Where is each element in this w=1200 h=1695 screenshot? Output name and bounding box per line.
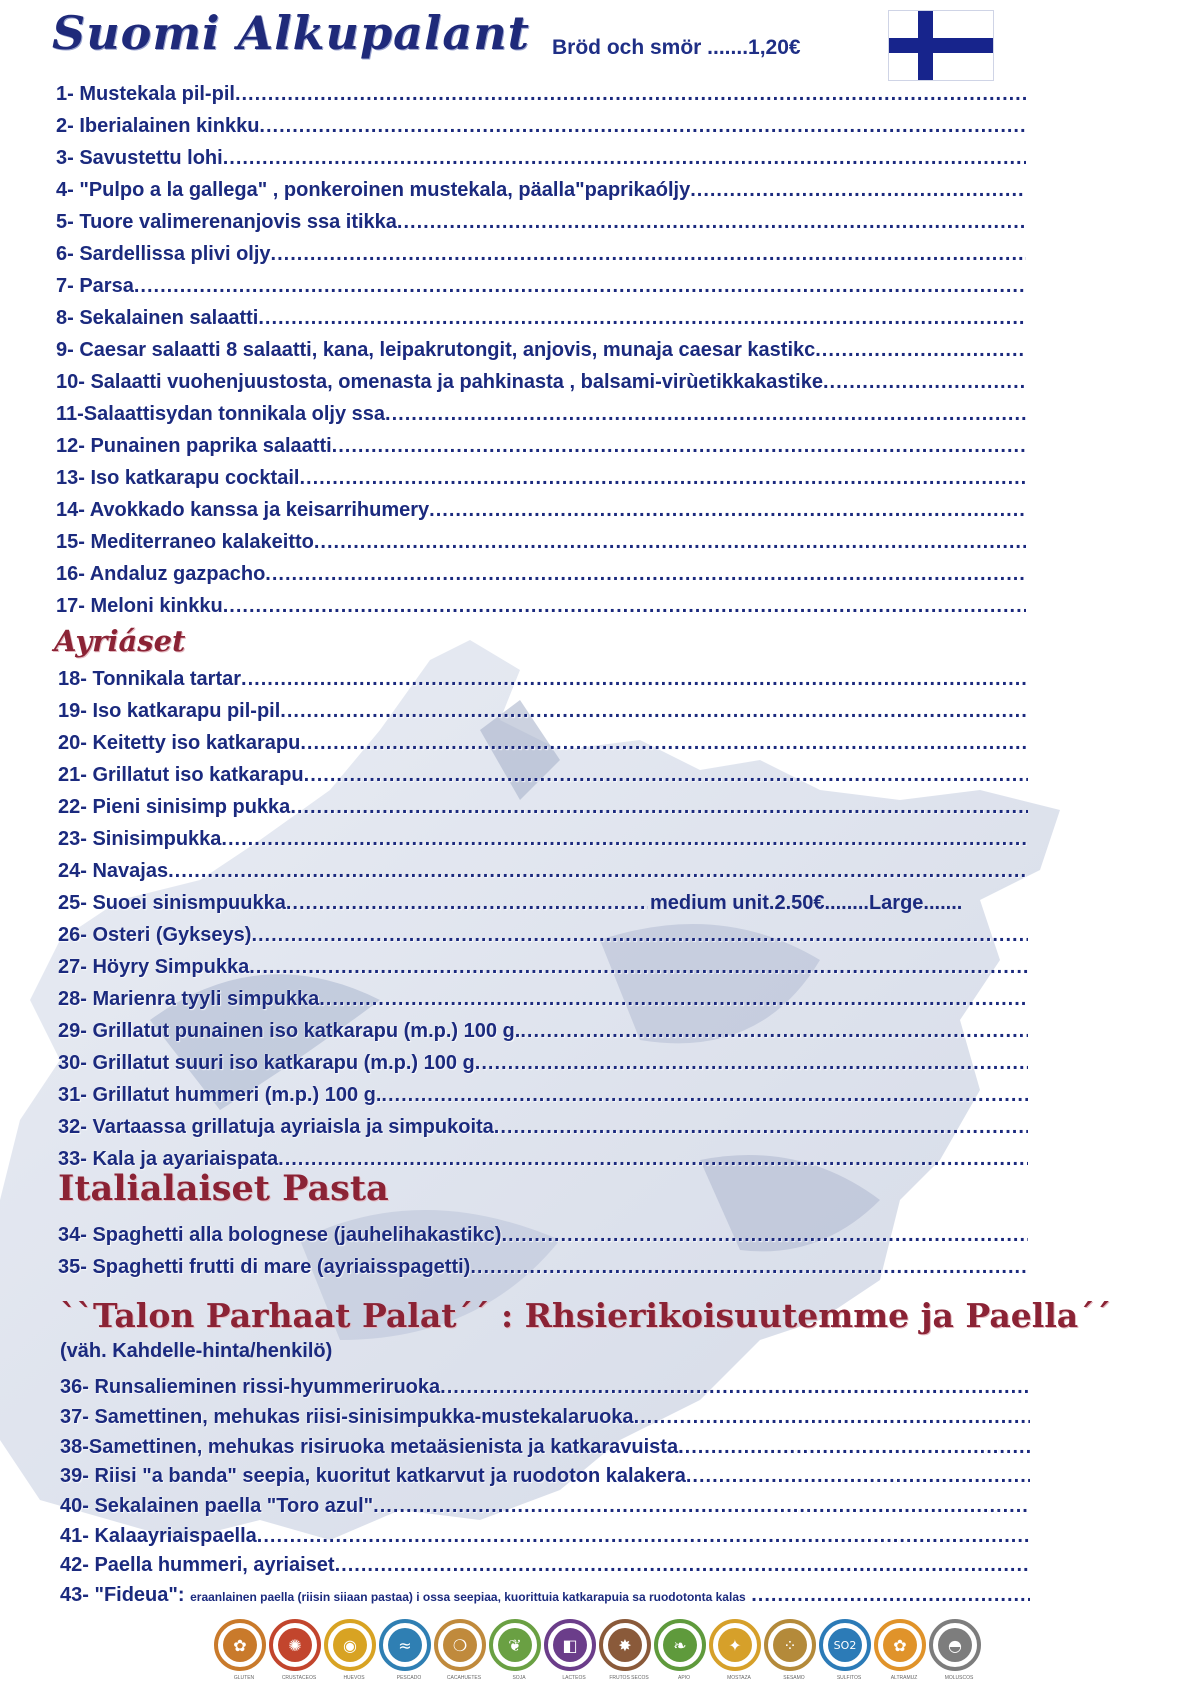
allergen-caption: GLUTEN xyxy=(233,1675,255,1681)
allergen-caption: CRUSTACEOS xyxy=(281,1675,317,1681)
menu-item: 36- Runsalieminen rissi-hyummeriruoka ..... xyxy=(60,1372,1030,1402)
mustard-icon xyxy=(709,1619,761,1681)
size-price-medium: medium unit.2.50€ xyxy=(650,892,825,914)
price-note: (väh. Kahdelle-hinta/henkilö) xyxy=(60,1340,333,1362)
nuts-icon xyxy=(599,1619,651,1681)
menu-item: 12- Punainen paprika salaatti ..... xyxy=(56,431,1026,461)
menu-item: 19- Iso katkarapu pil-pil ..... xyxy=(58,696,1028,726)
allergen-glyph: ❍ xyxy=(443,1628,477,1662)
menu-item: 42- Paella hummeri, ayriaiset ..... xyxy=(60,1550,1030,1580)
allergen-caption: SOJA xyxy=(512,1675,526,1681)
allergen-caption: HUEVOS xyxy=(343,1675,365,1681)
allergen-icon-row xyxy=(214,1619,981,1681)
fideua-label: 43- "Fideua": xyxy=(60,1584,185,1606)
menu-item: 25- Suoei sinismpuukka ..... xyxy=(58,888,648,918)
size-price-large: Large xyxy=(868,892,924,914)
menu-item: 21- Grillatut iso katkarapu ..... xyxy=(58,760,1028,790)
allergen-glyph: ⁘ xyxy=(773,1628,807,1662)
menu-item: 26- Osteri (Gykseys) ..... xyxy=(58,920,1028,950)
allergen-caption: SULFITOS xyxy=(836,1675,862,1681)
menu-item: 7- Parsa ..... xyxy=(56,271,1026,301)
crustacean-icon xyxy=(269,1619,321,1681)
allergen-caption: MOLUSCOS xyxy=(944,1675,974,1681)
menu-item: 22- Pieni sinisimp pukka ..... xyxy=(58,792,1028,822)
menu-item: 18- Tonnikala tartar ..... xyxy=(58,664,1028,694)
menu-item: 34- Spaghetti alla bolognese (jauhelihakastikc) ..... xyxy=(58,1220,1028,1250)
allergen-caption: APIO xyxy=(678,1675,690,1681)
menu-item: 38-Samettinen, mehukas risiruoka metaäsienista ja katkaravuista ..... xyxy=(60,1432,1030,1462)
egg-icon xyxy=(324,1619,376,1681)
section-heading-seafood: Ayriáset xyxy=(54,624,186,658)
allergen-glyph: SO2 xyxy=(828,1628,862,1662)
menu-item: 1- Mustekala pil-pil ..... xyxy=(56,79,1026,109)
page-title: Suomi Alkupalant xyxy=(52,6,530,60)
sulphite-icon xyxy=(819,1619,871,1681)
menu-item: 16- Andaluz gazpacho ..... xyxy=(56,559,1026,589)
menu-item: 33- Kala ja ayariaispata ..... xyxy=(58,1144,1028,1174)
menu-item: 37- Samettinen, mehukas riisi-sinisimpukka-mustekalaruoka ..... xyxy=(60,1402,1030,1432)
allergen-caption: MOSTAZA xyxy=(727,1675,751,1681)
allergen-glyph: ◉ xyxy=(333,1628,367,1662)
allergen-glyph: ◓ xyxy=(938,1628,972,1662)
fish-icon xyxy=(379,1619,431,1681)
menu-item: 40- Sekalainen paella "Toro azul" ..... xyxy=(60,1491,1030,1521)
allergen-caption: FRUTOS SECOS xyxy=(609,1675,649,1681)
menu-item: 9- Caesar salaatti 8 salaatti, kana, leipakrutongit, anjovis, munaja caesar kastikc ..... xyxy=(56,335,1026,365)
allergen-caption: LACTEOS xyxy=(562,1675,586,1681)
mollusc-icon xyxy=(929,1619,981,1681)
fideua-description: eraanlainen paella (riisin siiaan pastaa) i ossa seepiaa, kuorittuia katkarapuia sa ruodotonta kalas xyxy=(190,1590,746,1604)
allergen-glyph: ✿ xyxy=(223,1628,257,1662)
menu-item: 5- Tuore valimerenanjovis ssa itikka ..... xyxy=(56,207,1026,237)
menu-item: 15- Mediterraneo kalakeitto ..... xyxy=(56,527,1026,557)
milk-icon xyxy=(544,1619,596,1681)
menu-item: 8- Sekalainen salaatti ..... xyxy=(56,303,1026,333)
menu-item: 39- Riisi "a banda" seepia, kuoritut katkarvut ja ruodoton kalakera ..... xyxy=(60,1461,1030,1491)
allergen-glyph: ✺ xyxy=(278,1628,312,1662)
peanut-icon xyxy=(434,1619,486,1681)
allergen-glyph: ✸ xyxy=(608,1628,642,1662)
allergen-caption: CACAHUETES xyxy=(446,1675,482,1681)
menu-item: 10- Salaatti vuohenjuustosta, omenasta ja pahkinasta , balsami-virùetikkakastike ..... xyxy=(56,367,1026,397)
menu-item-fideua xyxy=(60,1580,1030,1610)
menu-item: 17- Meloni kinkku ..... xyxy=(56,591,1026,621)
menu-item: 24- Navajas ..... xyxy=(58,856,1028,886)
menu-item: 35- Spaghetti frutti di mare (ayriaisspagetti) ..... xyxy=(58,1252,1028,1282)
menu-item: 30- Grillatut suuri iso katkarapu (m.p.) 100 g ..... xyxy=(58,1048,1028,1078)
leader-dots: ....... xyxy=(923,892,963,914)
section-heading-specials: ``Talon Parhaat Palat´´ : Rhsierikoisuutemme ja Paella´´ xyxy=(60,1296,1112,1335)
menu-item: 41- Kalaayriaispaella ..... xyxy=(60,1521,1030,1551)
sesame-icon xyxy=(764,1619,816,1681)
menu-item: 28- Marienra tyyli simpukka ..... xyxy=(58,984,1028,1014)
menu-item: 4- "Pulpo a la gallega" , ponkeroinen mustekala, päalla"paprikaóljy ..... xyxy=(56,175,1026,205)
allergen-caption: ALTRAMUZ xyxy=(890,1675,918,1681)
menu-item: 23- Sinisimpukka ..... xyxy=(58,824,1028,854)
menu-item: 2- Iberialainen kinkku ..... xyxy=(56,111,1026,141)
menu-item: 31- Grillatut hummeri (m.p.) 100 g. ..... xyxy=(58,1080,1028,1110)
finnish-flag-icon xyxy=(888,10,994,81)
leader-dots: ........ xyxy=(824,892,869,914)
menu-item: 20- Keitetty iso katkarapu ..... xyxy=(58,728,1028,758)
menu-item: 29- Grillatut punainen iso katkarapu (m.p.) 100 g. ..... xyxy=(58,1016,1028,1046)
allergen-glyph: ◧ xyxy=(553,1628,587,1662)
soy-icon xyxy=(489,1619,541,1681)
menu-item: 11-Salaattisydan tonnikala oljy ssa ..... xyxy=(56,399,1026,429)
lupin-icon xyxy=(874,1619,926,1681)
allergen-caption: SESAMO xyxy=(783,1675,805,1681)
allergen-glyph: ✿ xyxy=(883,1628,917,1662)
section-heading-pasta: Italialaiset Pasta xyxy=(58,1168,389,1209)
gluten-icon xyxy=(214,1619,266,1681)
menu-item: 3- Savustettu lohi ..... xyxy=(56,143,1026,173)
menu-item: 14- Avokkado kanssa ja keisarrihumery ..... xyxy=(56,495,1026,525)
allergen-glyph: ✦ xyxy=(718,1628,752,1662)
allergen-glyph: ❧ xyxy=(663,1628,697,1662)
menu-item: 27- Höyry Simpukka ..... xyxy=(58,952,1028,982)
menu-item: 32- Vartaassa grillatuja ayriaisla ja simpukoita ..... xyxy=(58,1112,1028,1142)
menu-item: 13- Iso katkarapu cocktail ..... xyxy=(56,463,1026,493)
allergen-glyph: ❦ xyxy=(498,1628,532,1662)
bread-and-butter-price: Bröd och smör .......1,20€ xyxy=(552,36,801,59)
celery-icon xyxy=(654,1619,706,1681)
menu-item: 6- Sardellissa plivi oljy ..... xyxy=(56,239,1026,269)
allergen-caption: PESCADO xyxy=(396,1675,422,1681)
allergen-glyph: ≈ xyxy=(388,1628,422,1662)
